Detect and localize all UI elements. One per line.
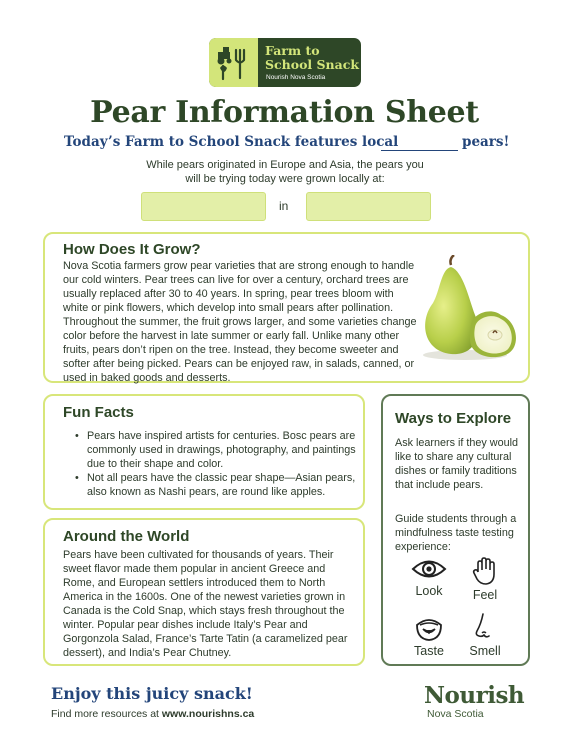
sense-label: Look xyxy=(415,584,443,598)
subtitle-end: pears! xyxy=(462,134,510,150)
sense-look xyxy=(399,556,459,598)
eye-icon xyxy=(411,556,447,582)
around-the-world-heading: Around the World xyxy=(63,528,190,545)
in-connector: in xyxy=(279,199,289,213)
ways-to-explore-section xyxy=(381,394,530,666)
sense-label: Feel xyxy=(472,588,498,602)
nourish-logo-subtitle: Nova Scotia xyxy=(427,708,484,720)
list-item: • Pears have inspired artists for centuries. Bosc pears are commonly used in drawings, photography, and paintings due to their shape and color. xyxy=(75,429,360,471)
around-the-world-section xyxy=(43,518,365,666)
sense-feel xyxy=(455,556,515,602)
list-item: • Not all pears have the classic pear shape—Asian pears, also known as Nashi pears, are round like apples. xyxy=(75,471,360,499)
fun-facts-section xyxy=(43,394,365,510)
nose-icon xyxy=(473,612,497,642)
tractor-fork-icon xyxy=(209,38,258,87)
logo-badge xyxy=(209,38,258,87)
sense-taste xyxy=(399,612,459,658)
resources-prefix: Find more resources at xyxy=(51,708,162,720)
ways-paragraph-2: Guide students through a mindfulness taste testing experience: xyxy=(395,513,517,553)
enjoy-heading: Enjoy this juicy snack! xyxy=(51,684,253,703)
sense-label: Smell xyxy=(469,644,501,658)
page-title: Pear Information Sheet xyxy=(90,95,479,130)
logo-line-2: School Snack xyxy=(265,57,359,72)
sense-smell xyxy=(455,612,515,658)
pear-image xyxy=(413,255,523,365)
pear-variety-blank[interactable] xyxy=(381,150,458,151)
logo-line-3: Nourish Nova Scotia xyxy=(266,74,326,81)
logo-line-1: Farm to xyxy=(265,43,320,58)
resources-line xyxy=(51,708,254,720)
intro-text: While pears originated in Europe and Asia, the pears you will be trying today were grown locally at: xyxy=(146,159,424,185)
fun-facts-list xyxy=(75,429,360,499)
how-it-grows-heading: How Does It Grow? xyxy=(63,241,201,258)
sense-label: Taste xyxy=(414,644,444,658)
how-it-grows-text: Nova Scotia farmers grow pear varieties that are strong enough to handle our cold winters. Pear trees can live for over a century, orchard trees are usually replaced after 30 to 40 years. In spring, pear trees bloom with white or pink flowers, which develop into small pears after pollination. Throughout the summer, the fruit grows larger, and some varieties change color before the harvest in late summer or early fall. Unlike many other fruits, pears don’t ripen on the tree. Instead, they become sweeter and softer after being picked. Pears can be enjoyed raw, in salads, canned, or used in baked goods and desserts. xyxy=(63,260,417,384)
resources-link[interactable]: www.nourishns.ca xyxy=(161,708,255,720)
subtitle: Today’s Farm to School Snack features local xyxy=(64,134,399,150)
around-the-world-text: Pears have been cultivated for thousands of years. Their sweet flavor made them popular in ancient Greece and Rome, and European settlers introduced them to North America in the 1600s. One of the newest varieties grown in Canada is the Cold Snap, which stays fresh throughout the winter. Popular pear dishes include Italy’s Pear and Gorgonzola Salad, France’s Tarte Tatin (a caramelized pear dessert), and India’s Pear Chutney. xyxy=(63,549,348,659)
ways-paragraph-1: Ask learners if they would like to share any cultural dishes or family traditions that include pears. xyxy=(395,437,519,491)
mouth-icon xyxy=(414,612,444,642)
farm-name-field[interactable] xyxy=(141,192,266,221)
hand-icon xyxy=(472,556,498,586)
fun-facts-heading: Fun Facts xyxy=(63,404,134,421)
ways-to-explore-heading: Ways to Explore xyxy=(395,410,512,427)
nourish-logo: Nourish xyxy=(424,682,525,709)
farm-to-school-logo xyxy=(209,38,361,87)
location-field[interactable] xyxy=(306,192,431,221)
